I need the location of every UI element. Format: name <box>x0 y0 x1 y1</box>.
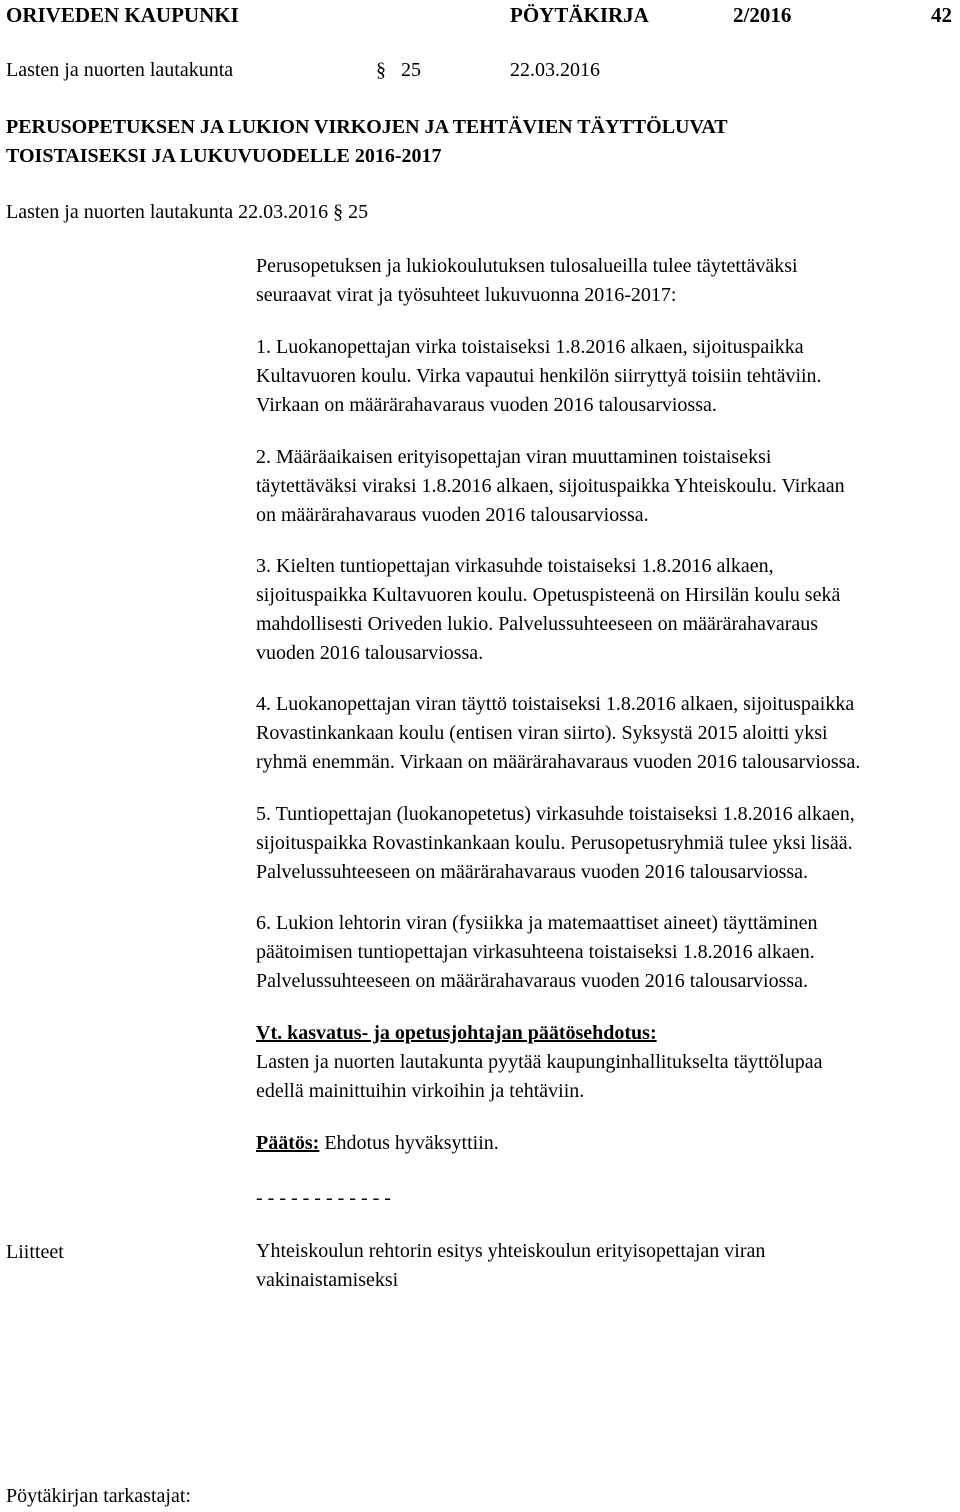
proposal-line: Lasten ja nuorten lautakunta pyytää kaupunginhallitukselta täyttölupaa <box>256 1051 823 1073</box>
list-item-4 <box>256 690 956 777</box>
list-item-line: täytettäväksi viraksi 1.8.2016 alkaen, sijoituspaikka Yhteiskoulu. Virkaan <box>256 475 845 497</box>
footer-reviewers: Pöytäkirjan tarkastajat: <box>6 1485 191 1507</box>
list-item-line: 5. Tuntiopettajan (luokanopetetus) virkasuhde toistaiseksi 1.8.2016 alkaen, <box>256 803 855 825</box>
page-title-line-2: TOISTAISEKSI JA LUKUVUODELLE 2016-2017 <box>6 145 442 167</box>
list-item-line: sijoituspaikka Kultavuoren koulu. Opetuspisteenä on Hirsilän koulu sekä <box>256 584 841 606</box>
attachment-line: vakinaistamiseksi <box>256 1269 399 1291</box>
separator: - - - - - - - - - - - - <box>256 1187 391 1209</box>
proposal-line: edellä mainittuihin virkoihin ja tehtäviin. <box>256 1080 585 1102</box>
history-line <box>6 200 368 224</box>
meeting-body: Lasten ja nuorten lautakunta <box>6 59 234 81</box>
list-item-line: Kultavuoren koulu. Virka vapautui henkilön siirryttyä toisiin tehtäviin. <box>256 365 822 387</box>
history-section-number: 25 <box>348 201 369 223</box>
attachment-line: Yhteiskoulun rehtorin esitys yhteiskoulun erityisopettajan viran <box>256 1240 766 1262</box>
attachments-list <box>256 1237 956 1295</box>
list-item-1 <box>256 333 956 420</box>
proposal-heading: Vt. kasvatus- ja opetusjohtajan päätösehdotus: <box>256 1022 657 1044</box>
list-item-6 <box>256 909 956 996</box>
list-item-line: 1. Luokanopettajan virka toistaiseksi 1.8.2016 alkaen, sijoituspaikka <box>256 336 804 358</box>
history-section-symbol: § <box>333 201 344 223</box>
page-number: 42 <box>931 3 952 27</box>
list-item-line: Rovastinkankaan koulu (entisen viran siirto). Syksystä 2015 aloitti yksi <box>256 722 828 744</box>
decision-section <box>256 1129 956 1158</box>
list-item-3 <box>256 552 956 668</box>
section-symbol: § <box>376 59 386 81</box>
list-item-line: 4. Luokanopettajan viran täyttö toistaiseksi 1.8.2016 alkaen, sijoituspaikka <box>256 693 855 715</box>
list-item-line: Virkaan on määrärahavaraus vuoden 2016 talousarviossa. <box>256 394 717 416</box>
org-name: ORIVEDEN KAUPUNKI <box>6 3 239 27</box>
list-item-line: 2. Määräaikaisen erityisopettajan viran muuttaminen toistaiseksi <box>256 446 772 468</box>
section-number: 25 <box>401 59 421 81</box>
list-item-line: sijoituspaikka Rovastinkankaan koulu. Perusopetusryhmiä tulee yksi lisää. <box>256 832 853 854</box>
attachments-label: Liitteet <box>6 1241 64 1263</box>
doc-type: PÖYTÄKIRJA <box>510 3 649 27</box>
list-item-line: Palvelussuhteeseen on määrärahavaraus vuoden 2016 talousarviossa. <box>256 861 809 883</box>
proposal-section <box>256 1019 956 1106</box>
intro-line: Perusopetuksen ja lukiokoulutuksen tulosalueilla tulee täytettäväksi <box>256 255 798 277</box>
list-item-line: 3. Kielten tuntiopettajan virkasuhde toistaiseksi 1.8.2016 alkaen, <box>256 555 774 577</box>
meeting-date: 22.03.2016 <box>510 59 600 81</box>
page-title-line-1: PERUSOPETUKSEN JA LUKION VIRKOJEN JA TEHTÄVIEN TÄYTTÖLUVAT <box>6 116 728 138</box>
list-item-line: 6. Lukion lehtorin viran (fysiikka ja matemaattiset aineet) täyttäminen <box>256 912 818 934</box>
list-item-line: ryhmä enemmän. Virkaan on määrärahavaraus vuoden 2016 talousarviossa. <box>256 751 861 773</box>
list-item-line: Palvelussuhteeseen on määrärahavaraus vuoden 2016 talousarviossa. <box>256 970 809 992</box>
list-item-line: mahdollisesti Oriveden lukio. Palvelussuhteeseen on määrärahavaraus <box>256 613 819 635</box>
intro-paragraph <box>256 252 956 310</box>
list-item-line: päätoimisen tuntiopettajan virkasuhteena toistaiseksi 1.8.2016 alkaen. <box>256 941 815 963</box>
list-item-5 <box>256 800 956 887</box>
doc-number: 2/2016 <box>733 3 792 27</box>
list-item-line: on määrärahavaraus vuoden 2016 talousarviossa. <box>256 504 649 526</box>
intro-line: seuraavat virat ja työsuhteet lukuvuonna 2016-2017: <box>256 284 677 306</box>
list-item-2 <box>256 443 956 530</box>
list-item-line: vuoden 2016 talousarviossa. <box>256 642 484 664</box>
decision-label: Päätös: <box>256 1132 320 1154</box>
decision-text: Ehdotus hyväksyttiin. <box>319 1132 499 1154</box>
history-text: Lasten ja nuorten lautakunta 22.03.2016 <box>6 201 329 223</box>
